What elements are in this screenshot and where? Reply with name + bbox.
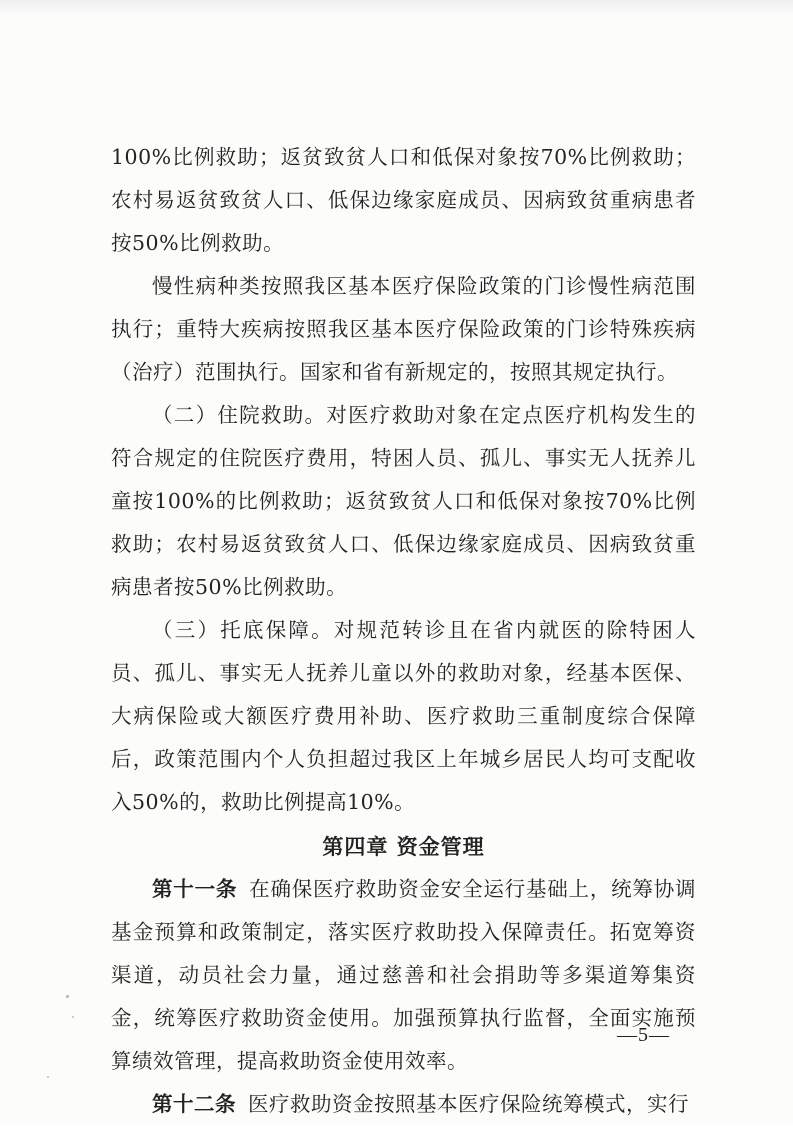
chapter-heading: 第四章 资金管理 (322, 835, 485, 859)
article-eleven-label: 第十一条 (152, 877, 238, 901)
paragraph-continued-ratio: 100%比例救助；返贫致贫人口和低保对象按70%比例救助；农村易返贫致贫人口、低保边缘家庭成员、因病致贫重病患者按50%比例救助。 (111, 145, 696, 255)
scan-speck (47, 1076, 49, 1078)
paragraph-chronic-disease-scope: 慢性病种类按照我区基本医疗保险政策的门诊慢性病范围执行；重特大疾病按照我区基本医疗保险政策的门诊特殊疾病（治疗）范围执行。国家和省有新规定的，按照其规定执行。 (111, 274, 696, 384)
page-body (111, 136, 696, 1126)
article-twelve (111, 1083, 696, 1126)
article-twelve-label: 第十二条 (152, 1092, 236, 1116)
article-eleven (111, 868, 696, 1083)
scan-speck (72, 1016, 74, 1018)
article-twelve-text: 医疗救助资金按照基本医疗保险统筹模式，实行 (248, 1092, 689, 1116)
scan-speck (66, 995, 69, 998)
paragraph-inpatient-assistance: （二）住院救助。对医疗救助对象在定点医疗机构发生的符合规定的住院医疗费用，特困人员、孤儿、事实无人抚养儿童按100%的比例救助；返贫致贫人口和低保对象按70%比例救助；农村易返贫致贫人口、低保边缘家庭成员、因病致贫重病患者按50%比例救助。 (111, 403, 696, 599)
page-number: —5— (617, 1024, 670, 1046)
article-eleven-text: 在确保医疗救助资金安全运行基础上，统筹协调基金预算和政策制定，落实医疗救助投入保障责任。拓宽筹资渠道，动员社会力量，通过慈善和社会捐助等多渠道筹集资金，统筹医疗救助资金使用。加强预算执行监督，全面实施预算绩效管理，提高救助资金使用效率。 (111, 877, 697, 1073)
paragraph-backstop-guarantee: （三）托底保障。对规范转诊且在省内就医的除特困人员、孤儿、事实无人抚养儿童以外的救助对象，经基本医保、大病保险或大额医疗费用补助、医疗救助三重制度综合保障后，政策范围内个人负担超过我区上年城乡居民人均可支配收入50%的，救助比例提高10%。 (111, 618, 696, 814)
scan-top-edge (0, 0, 793, 16)
